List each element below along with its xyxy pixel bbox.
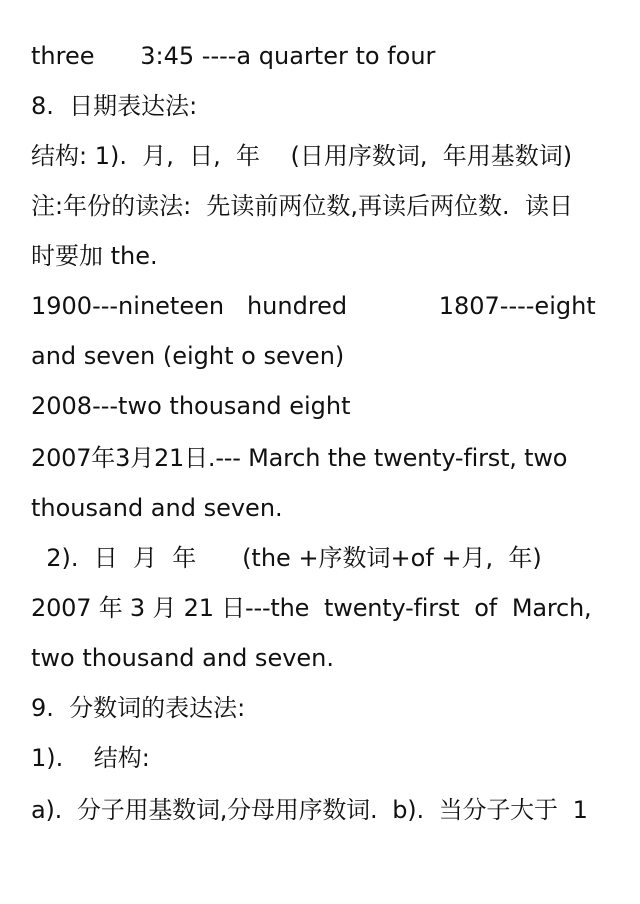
text-line-16: a). 分子用基数词,分母用序数词. b). 当分子大于 1: [31, 796, 588, 824]
text-line-4: 注:年份的读法: 先读前两位数,再读后两位数. 读日: [31, 192, 573, 220]
text-line-12: 2007 年 3 月 21 日---the twenty-first of March,: [31, 594, 592, 622]
text-line-10: thousand and seven.: [31, 494, 283, 522]
text-line-1: three 3:45 ----a quarter to four: [31, 42, 436, 70]
text-line-2: 8. 日期表达法:: [31, 92, 198, 120]
text-line-7: and seven (eight o seven): [31, 342, 345, 370]
text-line-3: 结构: 1). 月, 日, 年 (日用序数词, 年用基数词): [31, 142, 573, 170]
text-line-14: 9. 分数词的表达法:: [31, 694, 246, 722]
text-line-13: two thousand and seven.: [31, 644, 335, 672]
text-line-8: 2008---two thousand eight: [31, 392, 351, 420]
text-line-5: 时要加 the.: [31, 242, 158, 270]
text-line-11: 2). 日 月 年 (the +序数词+of +月, 年): [31, 544, 542, 572]
text-line-9: 2007年3月21日.--- March the twenty-first, two: [31, 444, 568, 472]
text-line-15: 1). 结构:: [31, 744, 150, 772]
text-line-6: 1900---nineteen hundred 1807----eight: [31, 292, 596, 320]
